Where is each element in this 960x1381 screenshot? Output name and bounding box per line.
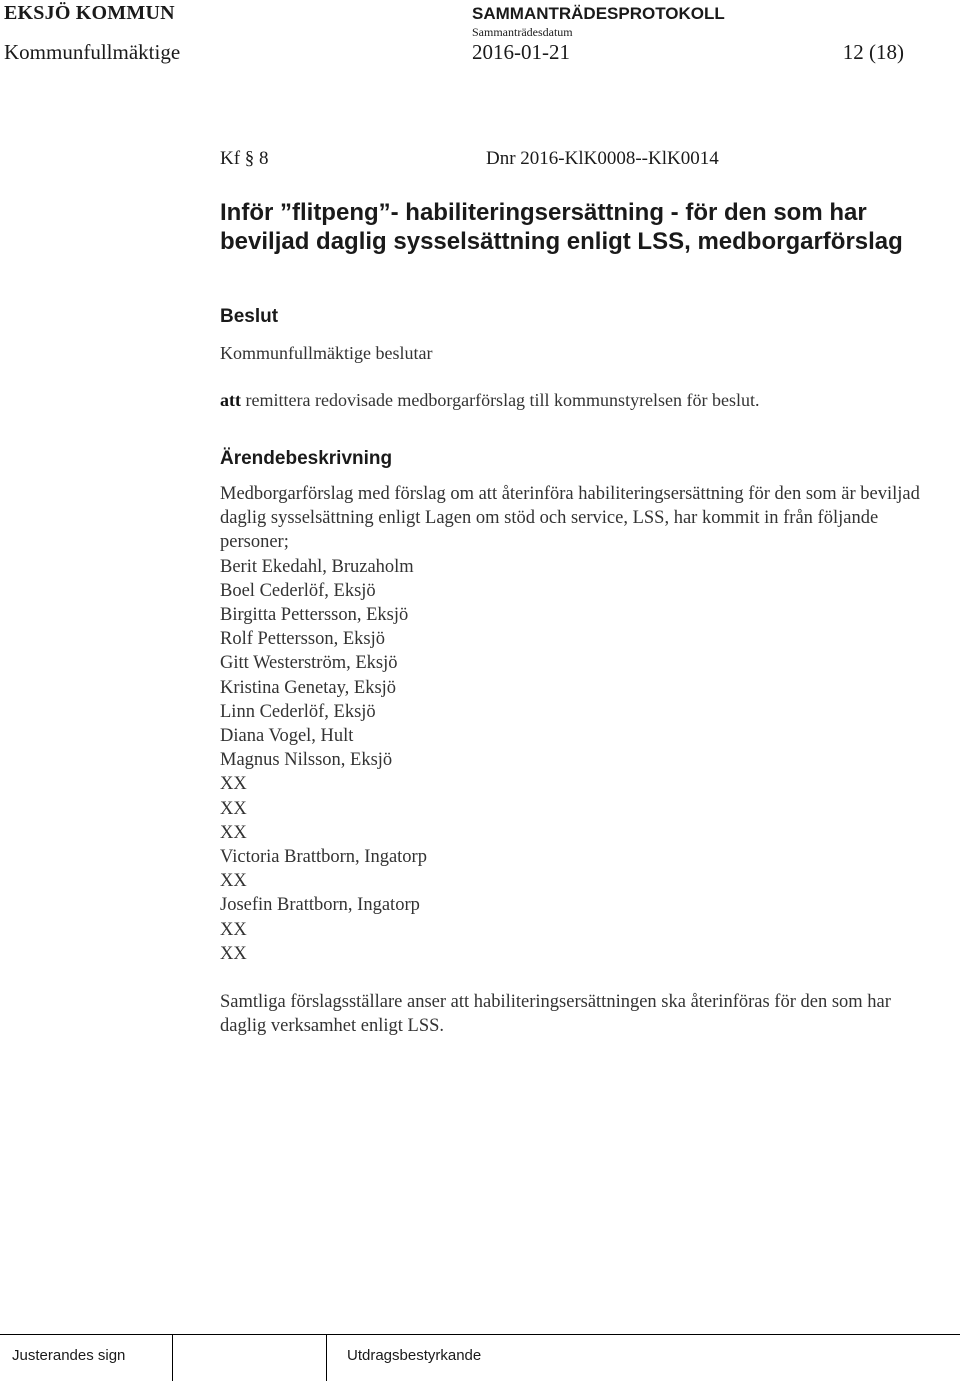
description-heading: Ärendebeskrivning <box>220 448 393 469</box>
extract-label: Utdragsbestyrkande <box>347 1347 482 1364</box>
case-number: Dnr 2016-KlK0008--KlK0014 <box>486 148 719 169</box>
att-keyword: att <box>220 390 241 410</box>
decision-clause <box>220 390 760 411</box>
list-item: XX <box>220 919 247 940</box>
list-item: Linn Cederlöf, Eksjö <box>220 701 376 722</box>
list-item: Rolf Pettersson, Eksjö <box>220 629 385 650</box>
decision-clause-text: remittera redovisade medborgarförslag till kommunstyrelsen för beslut. <box>241 390 760 410</box>
list-item: Gitt Westerström, Eksjö <box>220 653 398 674</box>
meeting-date: 2016-01-21 <box>472 40 570 64</box>
list-item: Josefin Brattborn, Ingatorp <box>220 895 420 916</box>
page-title: Inför ”flitpeng”- habiliteringsersättning - för den som har beviljad daglig sysselsättning enligt LSS, medborgarförslag <box>220 199 903 255</box>
list-item: Boel Cederlöf, Eksjö <box>220 580 376 601</box>
description-closing: Samtliga förslagsställare anser att habiliteringsersättningen ska återinföras för den som har daglig verksamhet enligt LSS. <box>220 992 891 1037</box>
signature-footer <box>0 1334 960 1381</box>
sign-cell <box>0 1335 172 1381</box>
list-item: Birgitta Pettersson, Eksjö <box>220 605 409 626</box>
sign-label: Justerandes sign <box>12 1347 126 1364</box>
organization-name: EKSJÖ KOMMUN <box>4 2 175 24</box>
description-intro: Medborgarförslag med förslag om att återinföra habiliteringsersättning för den som är beviljad daglig sysselsättning enligt Lagen om stöd och service, LSS, har kommit in från följande personer; <box>220 484 920 553</box>
document-type: SAMMANTRÄDESPROTOKOLL <box>472 4 725 23</box>
list-item: Kristina Genetay, Eksjö <box>220 677 397 698</box>
paragraph-number: Kf § 8 <box>220 148 269 169</box>
proposer-list <box>220 555 940 966</box>
decision-intro: Kommunfullmäktige beslutar <box>220 343 433 363</box>
page-number: 12 (18) <box>842 40 904 64</box>
list-item: XX <box>220 871 247 892</box>
sign-box <box>172 1335 327 1381</box>
date-label: Sammanträdesdatum <box>472 25 573 39</box>
list-item: XX <box>220 798 247 819</box>
description-body <box>220 482 940 966</box>
list-item: Victoria Brattborn, Ingatorp <box>220 847 427 868</box>
decision-heading: Beslut <box>220 306 279 327</box>
assembly-name: Kommunfullmäktige <box>4 40 181 64</box>
list-item: Berit Ekedahl, Bruzaholm <box>220 556 414 577</box>
extract-cell <box>326 1335 960 1381</box>
list-item: Diana Vogel, Hult <box>220 726 354 747</box>
list-item: XX <box>220 943 247 964</box>
list-item: XX <box>220 822 247 843</box>
list-item: Magnus Nilsson, Eksjö <box>220 750 393 771</box>
list-item: XX <box>220 774 247 795</box>
